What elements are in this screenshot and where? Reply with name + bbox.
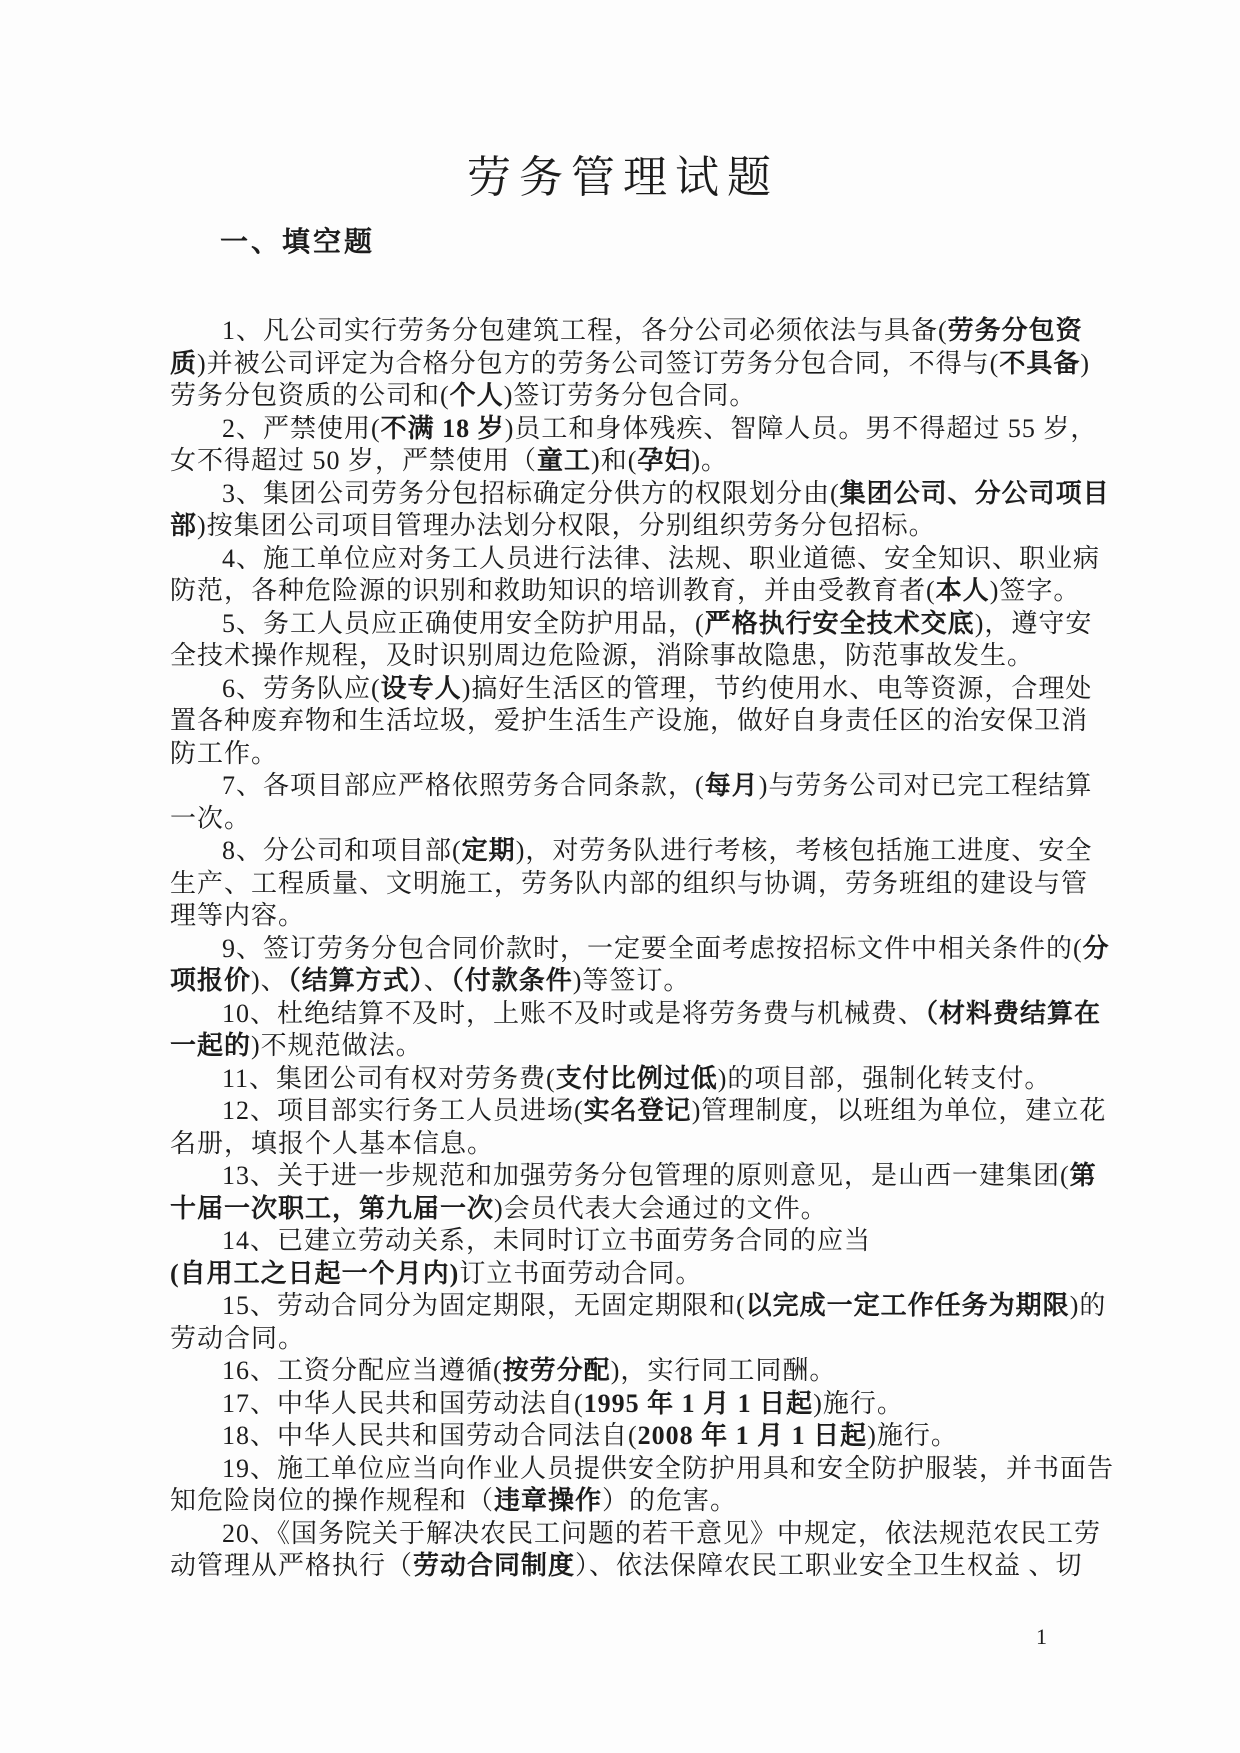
document-line [170,1095,1107,1128]
answer-blank-text: 严格执行安全技术交底 [704,608,975,638]
document-line [170,738,1076,771]
text-run: )搞好生活区的管理，节约使用水、电等资源，合理处 [461,673,1093,703]
answer-blank-text: 设专人 [380,673,462,703]
text-run: ）、依法保障农民工职业安全卫生权益 、切 [575,1551,1083,1580]
document-line [170,1355,1076,1388]
text-run: 理等内容。 [170,901,306,930]
answer-blank-text: 十届一次职工，第九届一次 [170,1193,495,1223]
text-run: ）的危害。 [602,1486,738,1515]
text-run: )，实行同工同酬。 [610,1356,837,1385]
document-line [170,673,1093,706]
text-run: )员工和身体残疾、智障人员。男不得超过 55 岁， [504,413,1098,443]
text-run: 18、中华人民共和国劳动合同法自( [222,1421,638,1450]
document-line [170,608,1093,641]
document-line [170,933,1110,966]
text-run: 12、项目部实行务工人员进场( [222,1096,584,1125]
answer-blank-text: 分 [1082,933,1110,963]
document-line [170,1063,1076,1096]
answer-blank-text: 孕妇 [637,446,692,475]
text-run: )施行。 [867,1421,958,1450]
answer-blank-text: 支付比例过低 [555,1063,718,1093]
document-line [170,348,1091,381]
answer-blank-text: 违章操作 [494,1486,603,1515]
text-run: 动管理从严格执行（ [170,1551,414,1580]
text-run: 5、务工人员应正确使用安全防护用品，( [222,608,705,638]
document-line [170,1160,1097,1193]
document-line [170,1030,1076,1063]
answer-blank-text: 本人 [935,576,990,605]
text-run: 6、劳务队应( [222,673,381,703]
text-run: 女不得超过 50 岁，严禁使用（ [170,446,538,475]
text-run: )的项目部，强制化转支付。 [717,1063,1052,1093]
text-run: 生产、工程质量、文明施工，劳务队内部的组织与协调，劳务班组的建设与管 [170,868,1089,898]
text-run: 13、关于进一步规范和加强劳务分包管理的原则意见，是山西一建集团( [222,1161,1070,1190]
answer-blank-text: (自用工之日起一个月内) [170,1258,460,1288]
text-run: )和( [591,446,638,475]
answer-blank-text: （付款条件 [450,966,573,995]
text-run: 订立书面劳动合同。 [459,1258,703,1288]
text-run: )施行。 [813,1388,904,1418]
text-run: 7、各项目部应严格依照劳务合同条款，( [222,771,705,800]
document-line [170,705,1089,738]
text-run: )管理制度，以班组为单位，建立花 [691,1096,1107,1125]
document-line [170,1453,1115,1486]
answer-blank-text: 集团公司、分公司项目 [839,478,1110,508]
document-line [170,835,1093,868]
text-run: 、 [423,966,451,995]
text-run: 名册，填报个人基本信息。 [170,1128,495,1158]
answer-blank-text: 部 [170,511,198,540]
text-run: 劳务分包资质的公司和( [170,381,450,410]
answer-blank-text: 劳务分包资 [947,316,1083,345]
text-run: 一次。 [170,803,252,833]
text-run: 3、集团公司劳务分包招标确定分供方的权限划分由( [222,478,840,508]
text-run: 11、集团公司有权对劳务费( [222,1063,556,1093]
answer-blank-text: 个人 [449,381,504,410]
text-run: )、 [251,966,288,995]
text-run: 2、严禁使用( [222,413,381,443]
text-run: )，对劳务队进行考核，考核包括施工进度、安全 [515,836,1093,865]
document-line [170,1420,1076,1453]
text-run: )，遵守安 [974,608,1093,638]
answer-blank-text: 童工 [537,446,592,475]
answer-blank-text: （材料费结算在 [925,998,1102,1028]
text-run: 置各种废弃物和生活垃圾，爱护生活生产设施，做好自身责任区的治安保卫消 [170,706,1089,735]
document-line [170,1550,1083,1583]
document-line [170,900,1076,933]
document-line [170,478,1110,511]
document-line [170,1388,1076,1421]
document-line [170,315,1083,348]
document-line [170,868,1089,901]
text-run: 10、杜绝结算不及时，上账不及时或是将劳务费与机械费、 [222,998,926,1028]
text-run: )并被公司评定为合格分包方的劳务公司签订劳务分包合同，不得与( [197,348,1000,378]
document-line [170,1225,1076,1258]
document-line [170,1258,1076,1291]
page-number: 1 [1036,1624,1047,1649]
answer-blank-text: （结算方式） [287,966,424,995]
text-run: )会员代表大会通过的文件。 [494,1193,828,1223]
text-run: 19、施工单位应当向作业人员提供安全防护用具和安全防护服装，并书面告 [222,1453,1115,1483]
document-line [170,575,1081,608]
section-heading: 一、填空题 [220,227,376,258]
text-run: )按集团公司项目管理办法划分权限，分别组织劳务分包招标。 [197,511,936,540]
document-line [170,1323,1076,1356]
answer-blank-text: 第 [1069,1161,1097,1190]
text-run: 劳动合同。 [170,1323,306,1353]
document-line [170,1290,1107,1323]
answer-blank-text: 项报价 [170,966,252,995]
document-line [170,770,1093,803]
text-run: 4、施工单位应对务工人员进行法律、法规、职业道德、安全知识、职业病 [222,543,1101,573]
text-run: 15、劳动合同分为固定期限，无固定期限和( [222,1291,746,1320]
answer-blank-text: 以完成一定工作任务为期限 [745,1291,1070,1320]
document-line [170,965,1076,998]
text-run: 1、凡公司实行劳务分包建筑工程，各分公司必须依法与具备( [222,316,948,345]
text-run: )签字。 [989,576,1081,605]
text-run: )不规范做法。 [251,1031,423,1060]
document-line [170,1485,1076,1518]
document-line [170,510,1076,543]
answer-blank-text: 定期 [461,836,516,865]
text-run: )签订劳务分包合同。 [503,381,757,410]
text-run: )的 [1069,1291,1107,1320]
text-run: 防工作。 [170,738,279,768]
document-line [170,640,1076,673]
text-run: 9、签订劳务分包合同价款时，一定要全面考虑按招标文件中相关条件的( [222,933,1083,963]
answer-blank-text: 1995 年 1 月 1 日起 [583,1388,814,1418]
answer-blank-text: 一起的 [170,1031,252,1060]
text-run: 防范，各种危险源的识别和救助知识的培训教育，并由受教育者( [170,576,936,605]
document-line [170,998,1102,1031]
text-run: 17、中华人民共和国劳动法自( [222,1388,584,1418]
text-run: 16、工资分配应当遵循( [222,1356,503,1385]
text-run: 20、《国务院关于解决农民工问题的若干意见》中规定，依法规范农民工劳 [222,1518,1102,1548]
answer-blank-text: 不满 18 岁 [380,413,505,443]
document-line [170,1518,1102,1551]
text-run: ) [1080,348,1091,378]
document-line [170,445,1076,478]
answer-blank-text: 按劳分配 [502,1356,611,1385]
text-run: 14、已建立劳动关系，未同时订立书面劳务合同的应当 [222,1226,872,1255]
document-line [170,1128,1076,1161]
document-line [170,543,1101,576]
text-run: )与劳务公司对已完工程结算 [758,771,1093,800]
document-line [170,1193,1076,1226]
page-title: 劳务管理试题 [467,153,779,202]
answer-blank-text: 质 [170,348,198,378]
document-line [170,803,1076,836]
document-line [170,380,1076,413]
text-run: )等签订。 [572,966,691,995]
answer-blank-text: 每月 [704,771,759,800]
answer-blank-text: 劳动合同制度 [413,1551,576,1580]
text-run: 知危险岗位的操作规程和（ [170,1486,495,1515]
answer-blank-text: 2008 年 1 月 1 日起 [637,1421,868,1450]
text-run: 8、分公司和项目部( [222,836,462,865]
document-content [170,150,1115,1583]
document-body [170,315,1115,1583]
answer-blank-text: 不具备 [999,348,1081,378]
text-run: 全技术操作规程，及时识别周边危险源，消除事故隐患，防范事故发生。 [170,641,1035,670]
text-run: )。 [691,446,729,475]
document-line [170,413,1098,446]
answer-blank-text: 实名登记 [583,1096,692,1125]
